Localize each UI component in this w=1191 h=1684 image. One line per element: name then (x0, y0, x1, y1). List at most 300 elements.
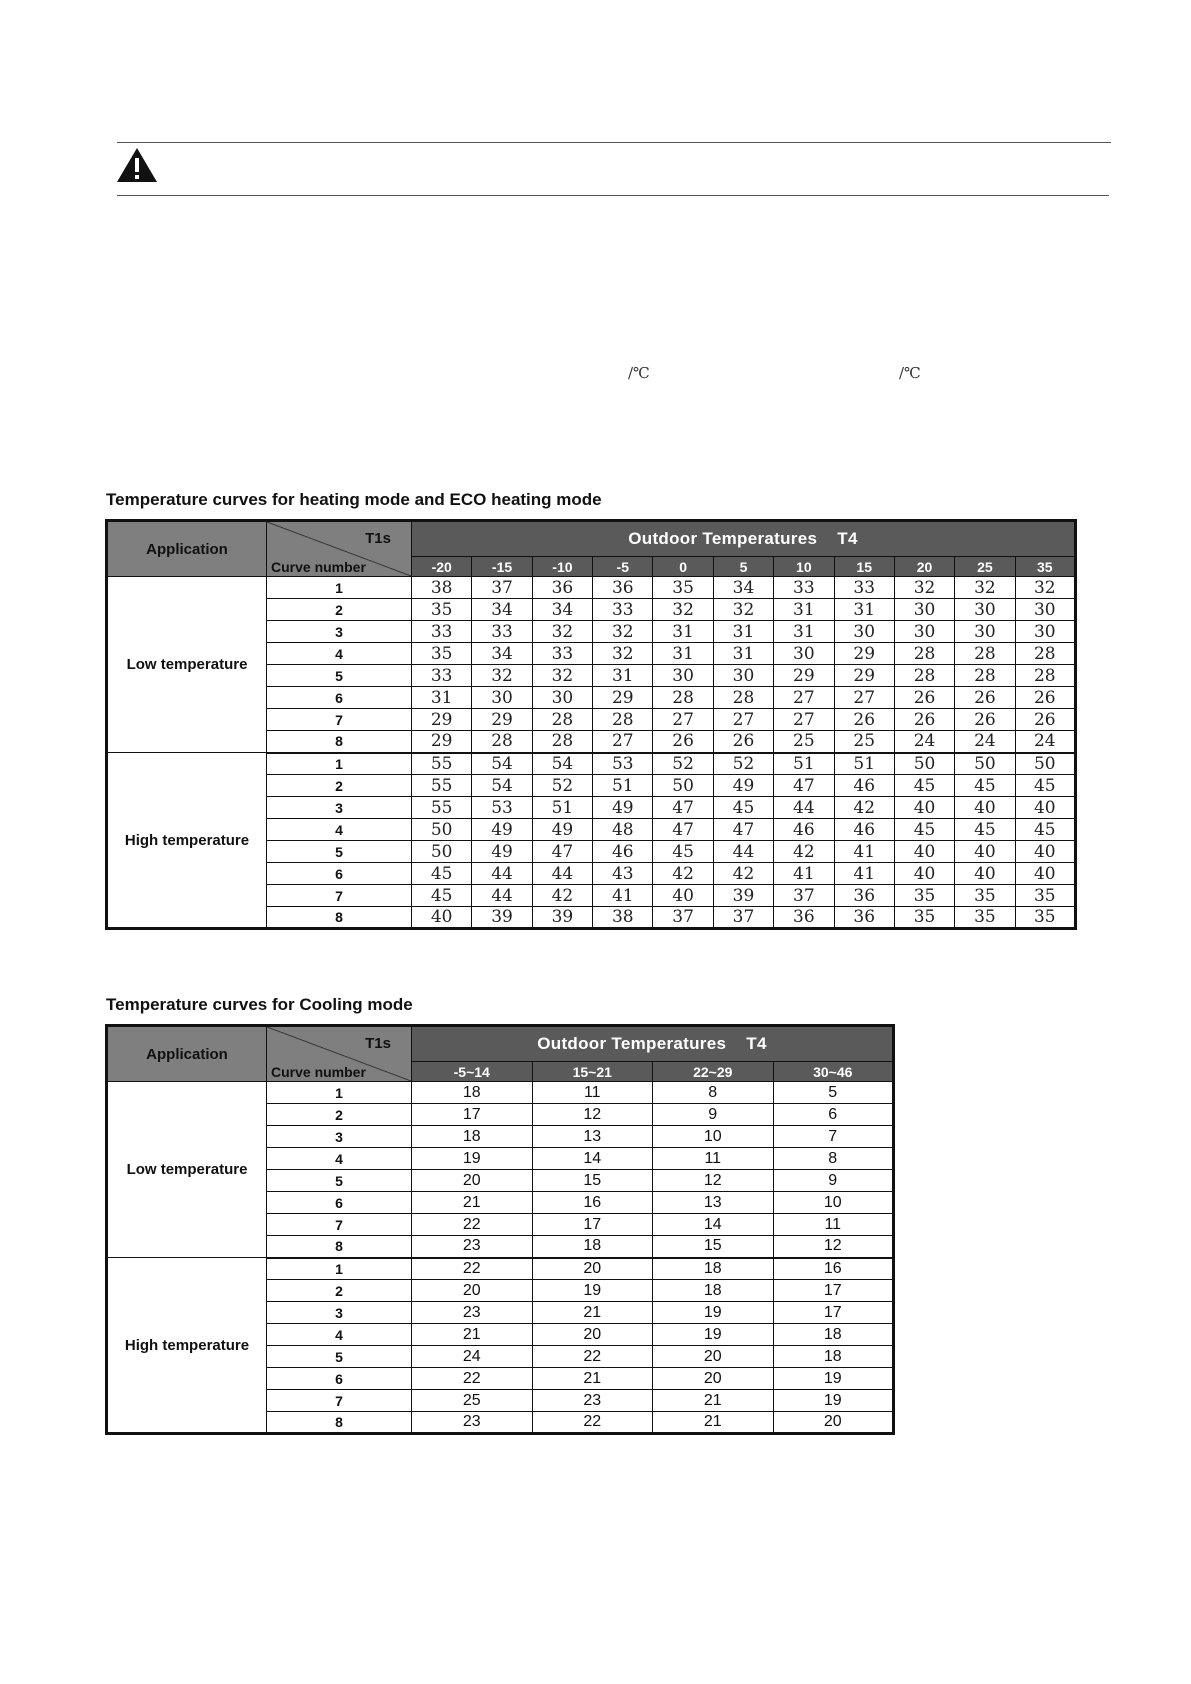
temperature-value-cell: 53 (593, 753, 653, 775)
temperature-value-cell: 47 (653, 819, 713, 841)
temperature-value-cell: 51 (774, 753, 834, 775)
temperature-value-cell: 18 (773, 1324, 894, 1346)
temperature-value-cell: 31 (834, 599, 894, 621)
temperature-value-cell: 19 (773, 1368, 894, 1390)
temperature-value-cell: 30 (955, 599, 1015, 621)
temperature-value-cell: 21 (532, 1368, 653, 1390)
curve-number-cell: 5 (267, 841, 412, 863)
curve-number-cell: 8 (267, 1412, 412, 1434)
temperature-value-cell: 20 (653, 1346, 774, 1368)
temperature-value-cell: 14 (653, 1214, 774, 1236)
temperature-value-cell: 54 (472, 753, 532, 775)
temperature-value-cell: 12 (653, 1170, 774, 1192)
temperature-value-cell: 20 (412, 1170, 533, 1192)
temperature-value-cell: 32 (532, 665, 592, 687)
temperature-value-cell: 44 (472, 885, 532, 907)
temperature-value-cell: 33 (412, 621, 472, 643)
temperature-value-cell: 19 (532, 1280, 653, 1302)
curve-number-cell: 1 (267, 1082, 412, 1104)
temperature-value-cell: 32 (955, 577, 1015, 599)
temperature-column-header: 20 (894, 557, 954, 577)
temperature-value-cell: 48 (593, 819, 653, 841)
heating-table-title: Temperature curves for heating mode and ECO heating mode (106, 490, 602, 509)
curve-number-cell: 8 (267, 731, 412, 753)
temperature-value-cell: 32 (593, 621, 653, 643)
temperature-value-cell: 35 (894, 907, 954, 929)
temperature-value-cell: 44 (713, 841, 773, 863)
temperature-value-cell: 18 (653, 1258, 774, 1280)
temperature-value-cell: 18 (412, 1126, 533, 1148)
temperature-value-cell: 13 (532, 1126, 653, 1148)
temperature-value-cell: 16 (532, 1192, 653, 1214)
temperature-value-cell: 33 (412, 665, 472, 687)
temperature-value-cell: 50 (412, 841, 472, 863)
temperature-value-cell: 45 (653, 841, 713, 863)
temperature-value-cell: 38 (412, 577, 472, 599)
temperature-value-cell: 27 (774, 709, 834, 731)
temperature-value-cell: 34 (532, 599, 592, 621)
temperature-value-cell: 32 (593, 643, 653, 665)
temperature-value-cell: 28 (713, 687, 773, 709)
temperature-value-cell: 37 (713, 907, 773, 929)
temperature-value-cell: 45 (412, 885, 472, 907)
temperature-value-cell: 28 (653, 687, 713, 709)
temperature-value-cell: 49 (593, 797, 653, 819)
temperature-value-cell: 42 (834, 797, 894, 819)
temperature-value-cell: 19 (653, 1324, 774, 1346)
temperature-value-cell: 30 (653, 665, 713, 687)
temperature-column-header: -20 (412, 557, 472, 577)
temperature-value-cell: 23 (412, 1236, 533, 1258)
curve-number-label: Curve number (271, 559, 366, 575)
temperature-value-cell: 35 (955, 907, 1015, 929)
curve-number-cell: 4 (267, 1324, 412, 1346)
temperature-value-cell: 46 (774, 819, 834, 841)
curve-number-cell: 6 (267, 687, 412, 709)
curve-number-cell: 1 (267, 577, 412, 599)
temperature-value-cell: 28 (894, 665, 954, 687)
temperature-value-cell: 28 (894, 643, 954, 665)
temperature-value-cell: 15 (653, 1236, 774, 1258)
temperature-value-cell: 17 (773, 1280, 894, 1302)
temperature-value-cell: 25 (412, 1390, 533, 1412)
temperature-value-cell: 27 (713, 709, 773, 731)
temperature-value-cell: 50 (894, 753, 954, 775)
temperature-value-cell: 39 (472, 907, 532, 929)
temperature-value-cell: 27 (774, 687, 834, 709)
temperature-value-cell: 19 (773, 1390, 894, 1412)
temperature-value-cell: 30 (1015, 621, 1075, 643)
temperature-value-cell: 46 (593, 841, 653, 863)
curve-number-cell: 3 (267, 1126, 412, 1148)
temperature-value-cell: 29 (472, 709, 532, 731)
temperature-value-cell: 21 (412, 1192, 533, 1214)
temperature-value-cell: 28 (955, 665, 1015, 687)
temperature-value-cell: 16 (773, 1258, 894, 1280)
temperature-value-cell: 33 (834, 577, 894, 599)
temperature-value-cell: 52 (653, 753, 713, 775)
temperature-value-cell: 45 (955, 819, 1015, 841)
temperature-column-header: -5 (593, 557, 653, 577)
temperature-value-cell: 24 (894, 731, 954, 753)
temperature-value-cell: 20 (653, 1368, 774, 1390)
temperature-value-cell: 53 (472, 797, 532, 819)
curve-number-cell: 4 (267, 819, 412, 841)
temperature-value-cell: 31 (774, 621, 834, 643)
curve-number-cell: 2 (267, 775, 412, 797)
temperature-value-cell: 26 (955, 709, 1015, 731)
temperature-value-cell: 36 (834, 907, 894, 929)
temperature-value-cell: 55 (412, 775, 472, 797)
temperature-column-header: 0 (653, 557, 713, 577)
table-row (107, 1082, 894, 1104)
temperature-value-cell: 20 (532, 1258, 653, 1280)
temperature-column-header: 35 (1015, 557, 1075, 577)
temperature-value-cell: 34 (713, 577, 773, 599)
curve-number-cell: 8 (267, 907, 412, 929)
temperature-value-cell: 32 (532, 621, 592, 643)
temperature-value-cell: 31 (713, 621, 773, 643)
temperature-value-cell: 51 (532, 797, 592, 819)
temperature-value-cell: 37 (472, 577, 532, 599)
temperature-value-cell: 18 (653, 1280, 774, 1302)
t1s-label: T1s (365, 530, 391, 547)
temperature-value-cell: 51 (593, 775, 653, 797)
application-group-label: High temperature (107, 1258, 267, 1434)
temperature-value-cell: 32 (894, 577, 954, 599)
temperature-value-cell: 47 (653, 797, 713, 819)
application-group-label: Low temperature (107, 577, 267, 753)
curve-number-cell: 3 (267, 797, 412, 819)
application-group-label: Low temperature (107, 1082, 267, 1258)
temperature-value-cell: 36 (532, 577, 592, 599)
curve-number-cell: 5 (267, 1346, 412, 1368)
temperature-value-cell: 35 (1015, 885, 1075, 907)
temperature-value-cell: 20 (532, 1324, 653, 1346)
temperature-value-cell: 32 (713, 599, 773, 621)
cooling-table-title: Temperature curves for Cooling mode (106, 995, 413, 1014)
temperature-value-cell: 30 (532, 687, 592, 709)
temperature-value-cell: 19 (653, 1302, 774, 1324)
temperature-value-cell: 12 (773, 1236, 894, 1258)
temperature-value-cell: 30 (894, 621, 954, 643)
curve-number-cell: 8 (267, 1236, 412, 1258)
temperature-value-cell: 42 (532, 885, 592, 907)
temperature-value-cell: 33 (472, 621, 532, 643)
temperature-value-cell: 29 (834, 665, 894, 687)
temperature-value-cell: 20 (773, 1412, 894, 1434)
temperature-value-cell: 28 (532, 709, 592, 731)
temperature-value-cell: 50 (653, 775, 713, 797)
temperature-value-cell: 24 (412, 1346, 533, 1368)
temperature-value-cell: 27 (653, 709, 713, 731)
temperature-value-cell: 32 (653, 599, 713, 621)
temperature-value-cell: 26 (834, 709, 894, 731)
temperature-value-cell: 36 (834, 885, 894, 907)
table-row (107, 577, 1076, 599)
unit-label-1: /℃ (628, 364, 650, 382)
temperature-value-cell: 36 (593, 577, 653, 599)
temperature-value-cell: 26 (955, 687, 1015, 709)
temperature-value-cell: 49 (472, 819, 532, 841)
temperature-value-cell: 35 (894, 885, 954, 907)
t1s-curve-header (267, 521, 412, 577)
temperature-value-cell: 23 (412, 1412, 533, 1434)
unit-label-2: /℃ (899, 364, 921, 382)
temperature-value-cell: 40 (955, 797, 1015, 819)
temperature-value-cell: 8 (653, 1082, 774, 1104)
temperature-value-cell: 32 (472, 665, 532, 687)
temperature-value-cell: 15 (532, 1170, 653, 1192)
table-row (107, 753, 1076, 775)
curve-number-cell: 7 (267, 1214, 412, 1236)
curve-number-cell: 1 (267, 753, 412, 775)
curve-number-cell: 5 (267, 1170, 412, 1192)
temperature-column-header: 15~21 (532, 1062, 653, 1082)
temperature-value-cell: 22 (412, 1258, 533, 1280)
temperature-value-cell: 28 (1015, 665, 1075, 687)
temperature-value-cell: 26 (1015, 687, 1075, 709)
temperature-value-cell: 28 (955, 643, 1015, 665)
temperature-value-cell: 33 (532, 643, 592, 665)
curve-number-cell: 3 (267, 621, 412, 643)
temperature-value-cell: 22 (532, 1412, 653, 1434)
temperature-value-cell: 45 (1015, 819, 1075, 841)
temperature-value-cell: 49 (713, 775, 773, 797)
table-row (107, 1258, 894, 1280)
temperature-value-cell: 31 (653, 643, 713, 665)
temperature-value-cell: 41 (774, 863, 834, 885)
temperature-value-cell: 31 (653, 621, 713, 643)
curve-number-cell: 6 (267, 1192, 412, 1214)
temperature-value-cell: 42 (713, 863, 773, 885)
temperature-value-cell: 7 (773, 1126, 894, 1148)
temperature-value-cell: 46 (834, 775, 894, 797)
temperature-value-cell: 55 (412, 753, 472, 775)
temperature-value-cell: 54 (472, 775, 532, 797)
temperature-column-header: 15 (834, 557, 894, 577)
curve-number-cell: 6 (267, 863, 412, 885)
temperature-value-cell: 17 (412, 1104, 533, 1126)
temperature-value-cell: 37 (653, 907, 713, 929)
outdoor-temperatures-header: Outdoor Temperatures T4 (412, 1026, 894, 1062)
temperature-value-cell: 52 (713, 753, 773, 775)
temperature-value-cell: 50 (1015, 753, 1075, 775)
curve-number-cell: 6 (267, 1368, 412, 1390)
temperature-value-cell: 22 (412, 1368, 533, 1390)
temperature-value-cell: 26 (713, 731, 773, 753)
temperature-value-cell: 10 (773, 1192, 894, 1214)
temperature-value-cell: 32 (1015, 577, 1075, 599)
temperature-value-cell: 47 (532, 841, 592, 863)
temperature-value-cell: 25 (834, 731, 894, 753)
temperature-value-cell: 21 (653, 1412, 774, 1434)
temperature-value-cell: 30 (955, 621, 1015, 643)
temperature-value-cell: 31 (713, 643, 773, 665)
curve-number-cell: 7 (267, 709, 412, 731)
temperature-value-cell: 47 (713, 819, 773, 841)
temperature-value-cell: 50 (412, 819, 472, 841)
temperature-value-cell: 40 (1015, 841, 1075, 863)
curve-number-cell: 2 (267, 599, 412, 621)
curve-number-cell: 2 (267, 1104, 412, 1126)
temperature-value-cell: 26 (653, 731, 713, 753)
temperature-value-cell: 28 (472, 731, 532, 753)
temperature-value-cell: 54 (532, 753, 592, 775)
temperature-value-cell: 39 (532, 907, 592, 929)
temperature-value-cell: 51 (834, 753, 894, 775)
temperature-value-cell: 35 (1015, 907, 1075, 929)
temperature-value-cell: 46 (834, 819, 894, 841)
temperature-value-cell: 30 (713, 665, 773, 687)
temperature-value-cell: 39 (713, 885, 773, 907)
temperature-value-cell: 44 (532, 863, 592, 885)
temperature-value-cell: 50 (955, 753, 1015, 775)
temperature-value-cell: 31 (412, 687, 472, 709)
temperature-value-cell: 30 (894, 599, 954, 621)
temperature-value-cell: 18 (773, 1346, 894, 1368)
temperature-value-cell: 8 (773, 1148, 894, 1170)
temperature-value-cell: 41 (593, 885, 653, 907)
header-rule-bottom (117, 195, 1109, 196)
temperature-value-cell: 30 (774, 643, 834, 665)
temperature-value-cell: 45 (894, 775, 954, 797)
temperature-value-cell: 26 (894, 709, 954, 731)
temperature-value-cell: 36 (774, 907, 834, 929)
temperature-value-cell: 45 (412, 863, 472, 885)
temperature-value-cell: 18 (532, 1236, 653, 1258)
temperature-value-cell: 12 (532, 1104, 653, 1126)
t1s-curve-header (267, 1026, 412, 1082)
t1s-label: T1s (365, 1035, 391, 1052)
temperature-value-cell: 34 (472, 643, 532, 665)
temperature-value-cell: 47 (774, 775, 834, 797)
temperature-column-header: -10 (532, 557, 592, 577)
temperature-value-cell: 24 (1015, 731, 1075, 753)
application-group-label: High temperature (107, 753, 267, 929)
temperature-column-header: 22~29 (653, 1062, 774, 1082)
temperature-value-cell: 27 (593, 731, 653, 753)
temperature-value-cell: 29 (412, 709, 472, 731)
temperature-value-cell: 45 (713, 797, 773, 819)
temperature-value-cell: 30 (472, 687, 532, 709)
temperature-value-cell: 42 (774, 841, 834, 863)
curve-number-label: Curve number (271, 1064, 366, 1080)
temperature-value-cell: 49 (472, 841, 532, 863)
temperature-value-cell: 33 (593, 599, 653, 621)
temperature-value-cell: 41 (834, 863, 894, 885)
temperature-value-cell: 26 (894, 687, 954, 709)
warning-triangle-icon (115, 146, 159, 184)
temperature-value-cell: 40 (1015, 797, 1075, 819)
temperature-value-cell: 43 (593, 863, 653, 885)
header-rule-top (117, 142, 1111, 143)
temperature-column-header: 25 (955, 557, 1015, 577)
temperature-value-cell: 28 (532, 731, 592, 753)
temperature-value-cell: 21 (412, 1324, 533, 1346)
temperature-value-cell: 40 (1015, 863, 1075, 885)
temperature-value-cell: 30 (1015, 599, 1075, 621)
temperature-value-cell: 18 (412, 1082, 533, 1104)
temperature-value-cell: 9 (653, 1104, 774, 1126)
curve-number-cell: 7 (267, 1390, 412, 1412)
curve-number-cell: 4 (267, 1148, 412, 1170)
temperature-value-cell: 45 (955, 775, 1015, 797)
temperature-value-cell: 38 (593, 907, 653, 929)
temperature-value-cell: 20 (412, 1280, 533, 1302)
temperature-value-cell: 40 (412, 907, 472, 929)
temperature-value-cell: 40 (653, 885, 713, 907)
temperature-value-cell: 27 (834, 687, 894, 709)
temperature-value-cell: 31 (593, 665, 653, 687)
temperature-value-cell: 5 (773, 1082, 894, 1104)
temperature-value-cell: 29 (412, 731, 472, 753)
temperature-value-cell: 29 (593, 687, 653, 709)
temperature-value-cell: 55 (412, 797, 472, 819)
temperature-value-cell: 41 (834, 841, 894, 863)
temperature-value-cell: 26 (1015, 709, 1075, 731)
temperature-value-cell: 42 (653, 863, 713, 885)
temperature-value-cell: 19 (412, 1148, 533, 1170)
heating-curves-table (105, 519, 1077, 930)
application-header: Application (107, 521, 267, 577)
temperature-column-header: 5 (713, 557, 773, 577)
temperature-value-cell: 34 (472, 599, 532, 621)
curve-number-cell: 5 (267, 665, 412, 687)
curve-number-cell: 1 (267, 1258, 412, 1280)
temperature-value-cell: 22 (532, 1346, 653, 1368)
temperature-value-cell: 17 (773, 1302, 894, 1324)
temperature-value-cell: 49 (532, 819, 592, 841)
temperature-value-cell: 35 (653, 577, 713, 599)
temperature-value-cell: 35 (412, 599, 472, 621)
temperature-value-cell: 11 (653, 1148, 774, 1170)
curve-number-cell: 3 (267, 1302, 412, 1324)
temperature-value-cell: 23 (532, 1390, 653, 1412)
temperature-value-cell: 40 (955, 841, 1015, 863)
temperature-value-cell: 40 (955, 863, 1015, 885)
curve-number-cell: 2 (267, 1280, 412, 1302)
temperature-value-cell: 40 (894, 841, 954, 863)
temperature-value-cell: 33 (774, 577, 834, 599)
temperature-value-cell: 10 (653, 1126, 774, 1148)
temperature-value-cell: 29 (834, 643, 894, 665)
temperature-value-cell: 35 (955, 885, 1015, 907)
temperature-value-cell: 17 (532, 1214, 653, 1236)
temperature-value-cell: 21 (653, 1390, 774, 1412)
temperature-value-cell: 22 (412, 1214, 533, 1236)
temperature-value-cell: 28 (593, 709, 653, 731)
temperature-value-cell: 29 (774, 665, 834, 687)
temperature-value-cell: 9 (773, 1170, 894, 1192)
temperature-value-cell: 35 (412, 643, 472, 665)
temperature-value-cell: 28 (1015, 643, 1075, 665)
temperature-value-cell: 44 (472, 863, 532, 885)
temperature-value-cell: 44 (774, 797, 834, 819)
curve-number-cell: 7 (267, 885, 412, 907)
temperature-value-cell: 21 (532, 1302, 653, 1324)
outdoor-temperatures-header: Outdoor Temperatures T4 (412, 521, 1076, 557)
temperature-value-cell: 45 (1015, 775, 1075, 797)
temperature-value-cell: 13 (653, 1192, 774, 1214)
temperature-value-cell: 52 (532, 775, 592, 797)
temperature-column-header: -5~14 (412, 1062, 533, 1082)
temperature-value-cell: 45 (894, 819, 954, 841)
temperature-value-cell: 31 (774, 599, 834, 621)
temperature-value-cell: 40 (894, 797, 954, 819)
application-header: Application (107, 1026, 267, 1082)
curve-number-cell: 4 (267, 643, 412, 665)
